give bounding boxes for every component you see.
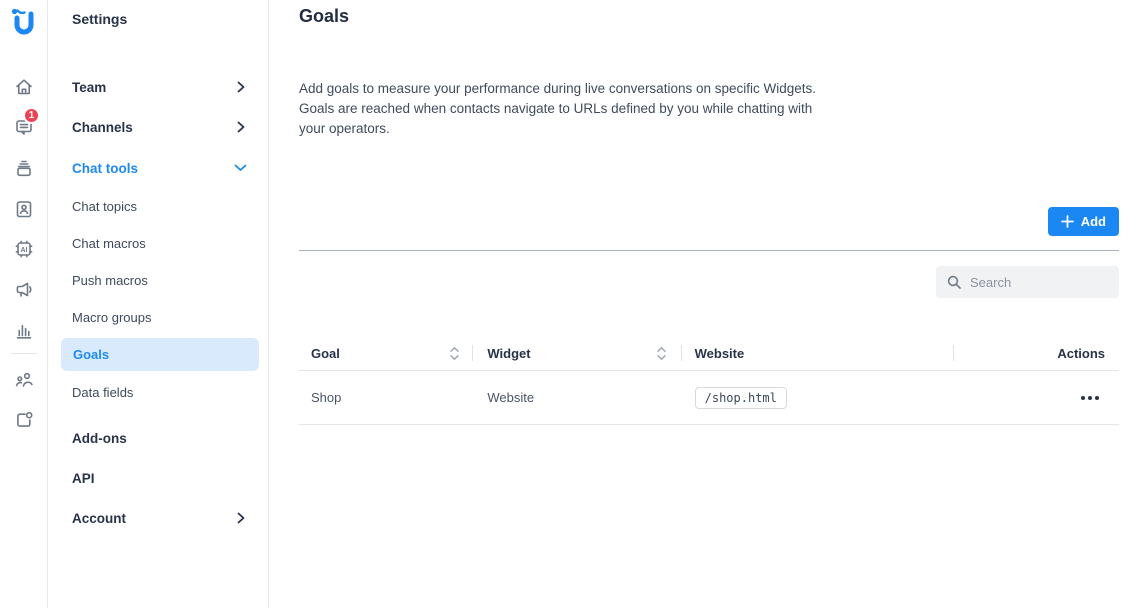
sidebar-item-api[interactable]	[49, 458, 269, 498]
settings-sidebar	[49, 0, 269, 608]
sidebar-item-label: Chat macros	[72, 236, 146, 251]
sidebar-item-label: Goals	[73, 347, 110, 362]
goals-table	[299, 336, 1119, 425]
sidebar-item-chat-macros[interactable]	[49, 225, 269, 262]
sidebar-item-push-macros[interactable]	[49, 262, 269, 299]
search-icon	[946, 274, 962, 290]
sidebar-item-data-fields[interactable]	[49, 374, 269, 411]
sidebar-item-label: Data fields	[72, 385, 134, 400]
widgets-icon[interactable]	[11, 155, 37, 181]
column-header-goal[interactable]: Goal	[299, 336, 472, 370]
cell-website	[682, 371, 953, 424]
url-chip: /shop.html	[695, 387, 787, 409]
sidebar-item-add-ons[interactable]	[49, 418, 269, 458]
chevron-right-icon	[235, 121, 247, 133]
sidebar-item-channels[interactable]	[49, 107, 269, 147]
campaigns-icon[interactable]	[11, 277, 37, 303]
cell-goal: Shop	[311, 390, 342, 405]
icon-rail	[0, 0, 48, 608]
sidebar-item-goals[interactable]	[61, 338, 259, 371]
sidebar-item-chat-tools[interactable]	[49, 148, 269, 188]
search-input[interactable]	[970, 275, 1109, 290]
column-header-actions: Actions	[1057, 345, 1106, 361]
table-header-row	[299, 336, 1119, 371]
team-icon[interactable]	[11, 367, 37, 393]
sidebar-item-label: Chat topics	[72, 199, 138, 214]
chevron-right-icon	[235, 81, 247, 93]
page-title: Goals	[299, 6, 350, 26]
rail-divider	[11, 353, 37, 354]
search-box	[936, 266, 1119, 298]
sidebar-item-chat-topics[interactable]	[49, 188, 269, 225]
analytics-icon[interactable]	[11, 318, 37, 344]
column-header-widget[interactable]: Widget	[473, 336, 680, 370]
sort-icon[interactable]	[449, 346, 460, 361]
table-row	[299, 371, 1119, 425]
page-description: Add goals to measure your performance during live conversations on specific Widgets. Goals are reached when contacts navigate to URLs defined by you while chatting with your operators.	[299, 81, 817, 136]
integrations-icon[interactable]	[11, 407, 37, 433]
svg-text:AI: AI	[20, 246, 28, 254]
sidebar-item-label: Team	[72, 79, 107, 95]
plus-icon	[1061, 215, 1074, 228]
cell-actions	[954, 371, 1119, 424]
column-header-website: Website	[694, 345, 745, 361]
add-button-label: Add	[1080, 214, 1106, 229]
userlike-logo[interactable]	[8, 6, 40, 38]
section-divider	[299, 250, 1119, 251]
contacts-icon[interactable]	[11, 196, 37, 222]
sidebar-item-label: Channels	[72, 119, 133, 135]
cell-widget: Website	[487, 390, 535, 405]
sidebar-item-label: API	[72, 470, 95, 486]
sidebar-item-label: Macro groups	[72, 310, 152, 325]
sidebar-item-label: Add-ons	[72, 430, 127, 446]
sidebar-item-label: Push macros	[72, 273, 148, 288]
chevron-right-icon	[235, 512, 247, 524]
row-actions-menu-button[interactable]	[1077, 390, 1103, 406]
sidebar-item-macro-groups[interactable]	[49, 299, 269, 336]
sidebar-item-label: Chat tools	[72, 160, 138, 176]
sidebar-item-label: Account	[72, 510, 126, 526]
chevron-down-icon	[234, 163, 247, 173]
conversations-unread-badge: 1	[23, 107, 40, 124]
sort-icon[interactable]	[656, 346, 667, 361]
ai-chatbot-icon[interactable]	[11, 236, 37, 262]
sidebar-item-account[interactable]	[49, 498, 269, 538]
home-icon[interactable]	[11, 74, 37, 100]
sidebar-title: Settings	[72, 11, 128, 27]
main-content	[270, 0, 1141, 608]
sidebar-item-team[interactable]	[49, 67, 269, 107]
add-goal-button[interactable]	[1048, 207, 1119, 236]
